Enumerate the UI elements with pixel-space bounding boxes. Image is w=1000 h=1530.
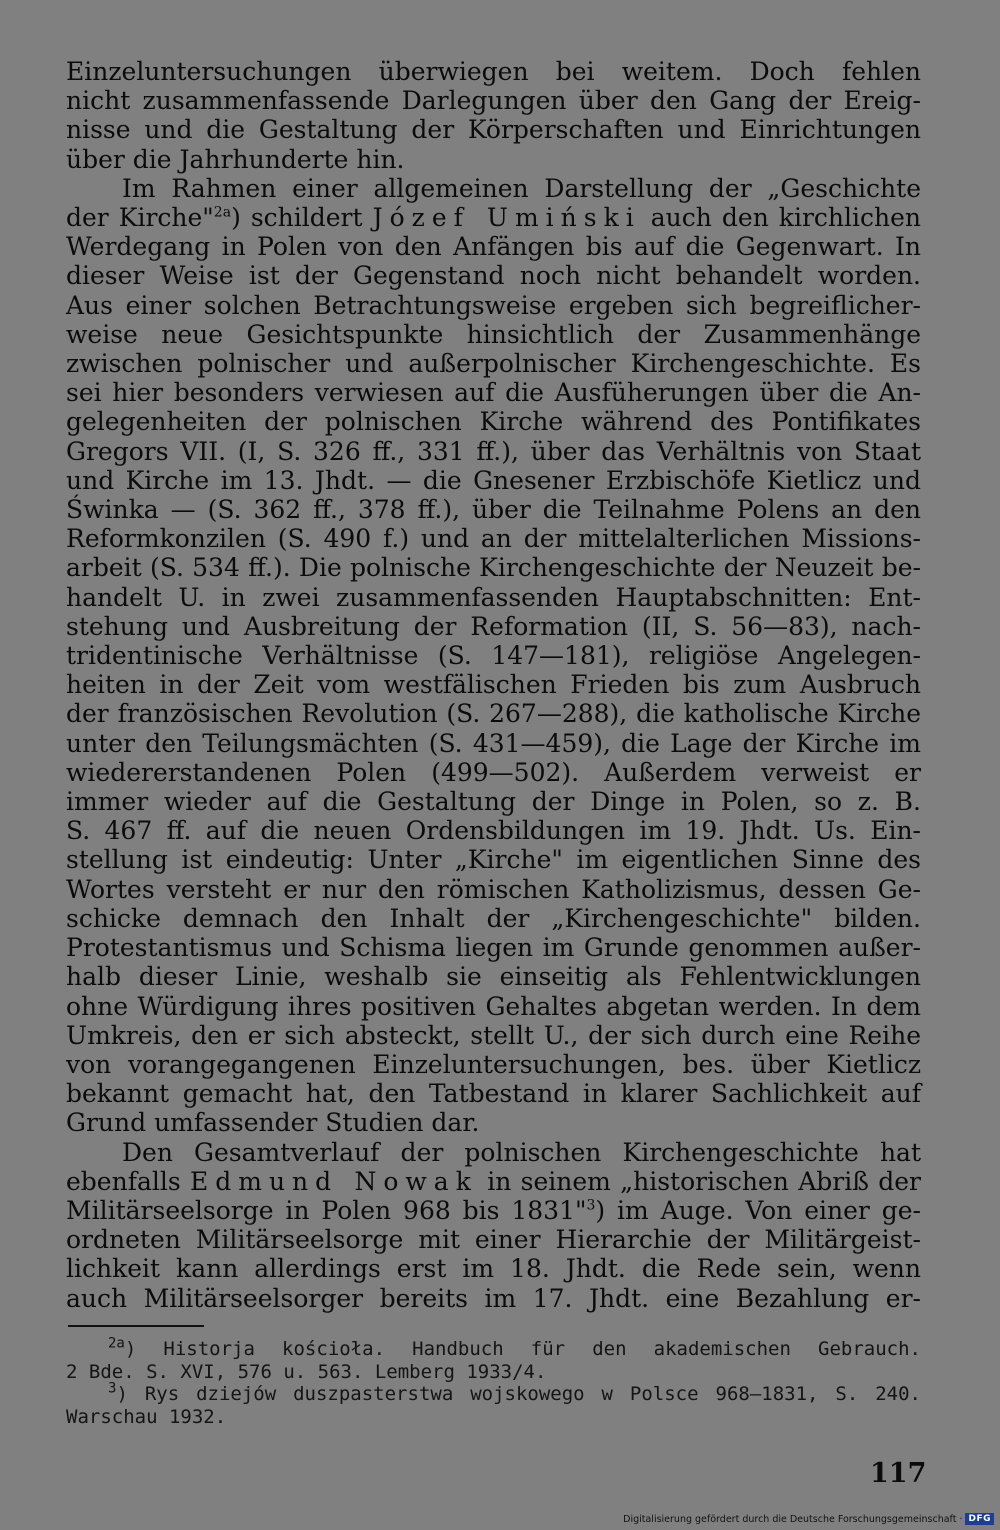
text-line: Protestantismus und Schisma liegen im Grunde genommen außer- <box>66 933 921 963</box>
text-line: nisse und die Gestaltung der Körperschaften und Einrichtungen <box>66 115 921 145</box>
text-line: zwischen polnischer und außerpolnischer Kirchengeschichte. Es <box>66 349 921 379</box>
text-line: wiedererstandenen Polen (499—502). Außerdem verweist er <box>66 757 921 787</box>
text-line: gelegenheiten der polnischen Kirche während des Pontifikates <box>66 407 921 437</box>
footnote-ref-3: 3 <box>586 1197 596 1214</box>
text-line: sei hier besonders verwiesen auf die Ausfüherungen über die An- <box>66 378 921 408</box>
text-line: arbeit (S. 534 ff.). Die polnische Kirchengeschichte der Neuzeit be- <box>66 553 921 583</box>
paragraph-2 <box>66 174 921 1138</box>
text-fragment: ) im Auge. Von einer ge- <box>595 1195 921 1225</box>
text-line: bekannt gemacht hat, den Tatbestand in klarer Sachlichkeit auf <box>66 1079 921 1109</box>
text-line: heiten in der Zeit vom westfälischen Frieden bis zum Ausbruch <box>66 670 921 700</box>
footnote-text: ) Rys dziejów duszpasterstwa wojskowego w Polsce 968—1831, S. 240. <box>116 1383 921 1405</box>
dfg-credit <box>623 1513 994 1525</box>
text-line: Wortes versteht er nur den römischen Katholizismus, dessen Ge- <box>66 874 921 904</box>
credit-text: Digitalisierung gefördert durch die Deutsche Forschungsgemeinschaft · <box>623 1513 963 1525</box>
text-line: handelt U. in zwei zusammenfassenden Hauptabschnitten: Ent- <box>66 582 921 612</box>
dfg-logo-icon: DFG <box>965 1513 994 1525</box>
main-text <box>66 57 921 1313</box>
text-line: schicke demnach den Inhalt der „Kirchengeschichte" bilden. <box>66 903 921 933</box>
text-line: Werdegang in Polen von den Anfängen bis auf die Gegenwart. In <box>66 232 921 262</box>
text-line: weise neue Gesichtspunkte hinsichtlich der Zusammenhänge <box>66 319 921 349</box>
text-line: stehung und Ausbreitung der Reformation (II, S. 56—83), nach- <box>66 611 921 641</box>
text-line: Umkreis, den er sich absteckt, stellt U., der sich durch eine Reihe <box>66 1020 921 1050</box>
text-line: und Kirche im 13. Jhdt. — die Gnesener Erzbischöfe Kietlicz und <box>66 465 921 495</box>
footnote-text: ) Historja kościoła. Handbuch für den akademischen Gebrauch. <box>124 1338 921 1360</box>
text-line: halb dieser Linie, weshalb sie einseitig als Fehlentwicklungen <box>66 962 921 992</box>
text-line: Reformkonzilen (S. 490 f.) und an der mittelalterlichen Missions- <box>66 524 921 554</box>
author-name: Edmund Nowak <box>190 1166 478 1196</box>
text-fragment: auch den kirchlichen <box>640 203 921 233</box>
paragraph-1 <box>66 57 921 174</box>
footnote-ref-2a: 2a <box>213 204 232 221</box>
text-line: unter den Teilungsmächten (S. 431—459), die Lage der Kirche im <box>66 728 921 758</box>
footnote-3-cont: Warschau 1932. <box>66 1405 227 1428</box>
footnotes <box>66 1335 921 1428</box>
text-line: auch Militärseelsorger bereits im 17. Jhdt. eine Bezahlung er- <box>66 1283 921 1313</box>
text-line: Świnka — (S. 362 ff., 378 ff.), über die Teilnahme Polens an den <box>66 495 921 525</box>
text-line: Grund umfassender Studien dar. <box>66 1108 480 1138</box>
text-fragment: ) schildert <box>231 203 373 233</box>
footnote-marker: 3 <box>108 1380 117 1397</box>
text-line: über die Jahrhunderte hin. <box>66 144 405 174</box>
paragraph-3 <box>66 1138 921 1313</box>
footnote-marker: 2a <box>108 1335 125 1352</box>
text-fragment: Militärseelsorge in Polen 968 bis 1831" <box>66 1195 587 1225</box>
text-line: S. 467 ff. auf die neuen Ordensbildungen im 19. Jhdt. Us. Ein- <box>66 816 921 846</box>
text-line: Aus einer solchen Betrachtungsweise ergeben sich begreiflicher- <box>66 290 921 320</box>
text-line: Den Gesamtverlauf der polnischen Kirchengeschichte hat <box>122 1137 921 1167</box>
footnote-rule <box>68 1325 204 1327</box>
text-line: Einzeluntersuchungen überwiegen bei weitem. Doch fehlen <box>66 57 921 86</box>
text-line: tridentinische Verhältnisse (S. 147—181), religiöse Angelegen- <box>66 641 921 671</box>
text-line <box>66 203 921 232</box>
footnote-3 <box>66 1380 921 1406</box>
text-line: von vorangegangenen Einzeluntersuchungen, bes. über Kietlicz <box>66 1049 921 1079</box>
text-line: Gregors VII. (I, S. 326 ff., 331 ff.), über das Verhältnis von Staat <box>66 436 921 466</box>
text-line: lichkeit kann allerdings erst im 18. Jhdt. die Rede sein, wenn <box>66 1254 921 1284</box>
text-line: der französischen Revolution (S. 267—288), die katholische Kirche <box>66 699 921 729</box>
text-line: dieser Weise ist der Gegenstand noch nicht behandelt worden. <box>66 261 921 291</box>
footnote-2a-cont: 2 Bde. S. XVI, 576 u. 563. Lemberg 1933/4. <box>66 1360 547 1383</box>
text-line: ordneten Militärseelsorge mit einer Hierarchie der Militärgeist- <box>66 1225 921 1255</box>
text-fragment: ebenfalls <box>66 1166 190 1196</box>
text-line: ohne Würdigung ihres positiven Gehaltes abgetan werden. In dem <box>66 991 921 1021</box>
text-line <box>66 1196 921 1225</box>
text-line: immer wieder auf die Gestaltung der Dinge in Polen, so z. B. <box>66 787 921 817</box>
author-name: Józef Umiński <box>372 203 641 233</box>
text-fragment: in seinem „historischen Abriß der <box>477 1166 921 1196</box>
text-line <box>66 1167 921 1196</box>
text-line: Im Rahmen einer allgemeinen Darstellung der „Geschichte <box>122 173 921 203</box>
footnote-2a <box>66 1335 921 1361</box>
text-line: nicht zusammenfassende Darlegungen über den Gang der Ereig- <box>66 86 921 116</box>
text-line: stellung ist eindeutig: Unter „Kirche" im eigentlichen Sinne des <box>66 845 921 875</box>
page-number: 117 <box>870 1458 927 1489</box>
text-fragment: der Kirche" <box>66 203 214 233</box>
